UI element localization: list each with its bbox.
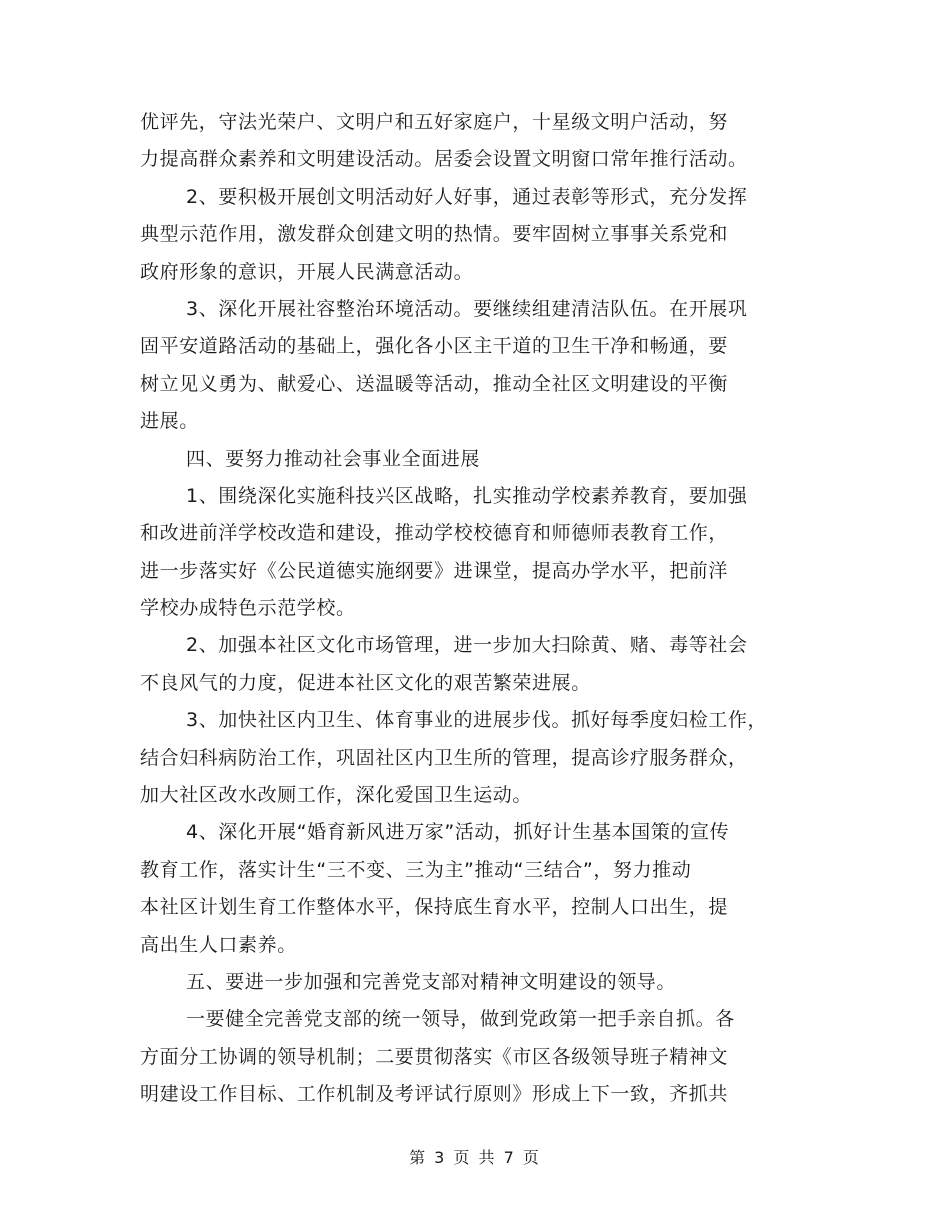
document-body (140, 104, 820, 1114)
text-line: 树立见义勇为、献爱心、送温暖等活动，推动全社区文明建设的平衡 (140, 372, 729, 395)
paragraph-first-line: 1、围绕深化实施科技兴区战略，扎实推动学校素养教育，要加强 (186, 484, 748, 507)
paragraph-first-line: 五、要进一步加强和完善党支部对精神文明建设的领导。 (186, 970, 677, 993)
paragraph-first-line: 3、加快社区内卫生、体育事业的进展步伐。抓好每季度妇检工作， (186, 709, 768, 732)
paragraph-first-line: 2、要积极开展创文明活动好人好事，通过表彰等形式，充分发挥 (186, 185, 748, 208)
text-line: 优评先，守法光荣户、文明户和五好家庭户，十星级文明户活动，努 (140, 111, 729, 133)
paragraph-first-line: 四、要努力推动社会事业全面进展 (186, 447, 481, 470)
paragraph-first-line: 2、加强本社区文化市场管理，进一步加大扫除黄、赌、毒等社会 (186, 634, 748, 657)
text-line: 方面分工协调的领导机制；二要贯彻落实《市区各级领导班子精神文 (140, 1045, 729, 1068)
text-line: 结合妇科病防治工作，巩固社区内卫生所的管理，提高诊疗服务群众， (140, 746, 748, 769)
page-number-footer: 第 3 页 共 7 页 (409, 1148, 541, 1167)
text-line: 力提高群众素养和文明建设活动。居委会设置文明窗口常年推行活动。 (140, 148, 748, 171)
text-line: 不良风气的力度，促进本社区文化的艰苦繁荣进展。 (140, 671, 591, 694)
text-line: 政府形象的意识，开展人民满意活动。 (140, 260, 474, 283)
text-line: 教育工作，落实计生“三不变、三为主”推动“三结合”，努力推动 (140, 858, 692, 881)
text-line: 固平安道路活动的基础上，强化各小区主干道的卫生干净和畅通，要 (140, 335, 729, 358)
text-line: 学校办成特色示范学校。 (140, 597, 356, 620)
text-line: 高出生人口素养。 (140, 933, 297, 956)
text-line: 和改进前洋学校改造和建设，推动学校校德育和师德师表教育工作， (140, 522, 729, 545)
text-line: 进一步落实好《公民道德实施纲要》进课堂，提高办学水平，把前洋 (140, 559, 729, 582)
text-line: 明建设工作目标、工作机制及考评试行原则》形成上下一致，齐抓共 (140, 1083, 729, 1106)
text-line: 加大社区改水改厕工作，深化爱国卫生运动。 (140, 784, 533, 807)
text-line: 典型示范作用，激发群众创建文明的热情。要牢固树立事事关系党和 (140, 223, 729, 246)
text-line: 本社区计划生育工作整体水平，保持底生育水平，控制人口出生，提 (140, 896, 729, 919)
paragraph-first-line: 3、深化开展社容整治环境活动。要继续组建清洁队伍。在开展巩 (186, 297, 748, 320)
text-line: 进展。 (140, 410, 199, 433)
paragraph-first-line: 4、深化开展“婚育新风进万家”活动，抓好计生基本国策的宣传 (186, 821, 730, 844)
paragraph-first-line: 一要健全完善党支部的统一领导，做到党政第一把手亲自抓。各 (186, 1008, 735, 1031)
